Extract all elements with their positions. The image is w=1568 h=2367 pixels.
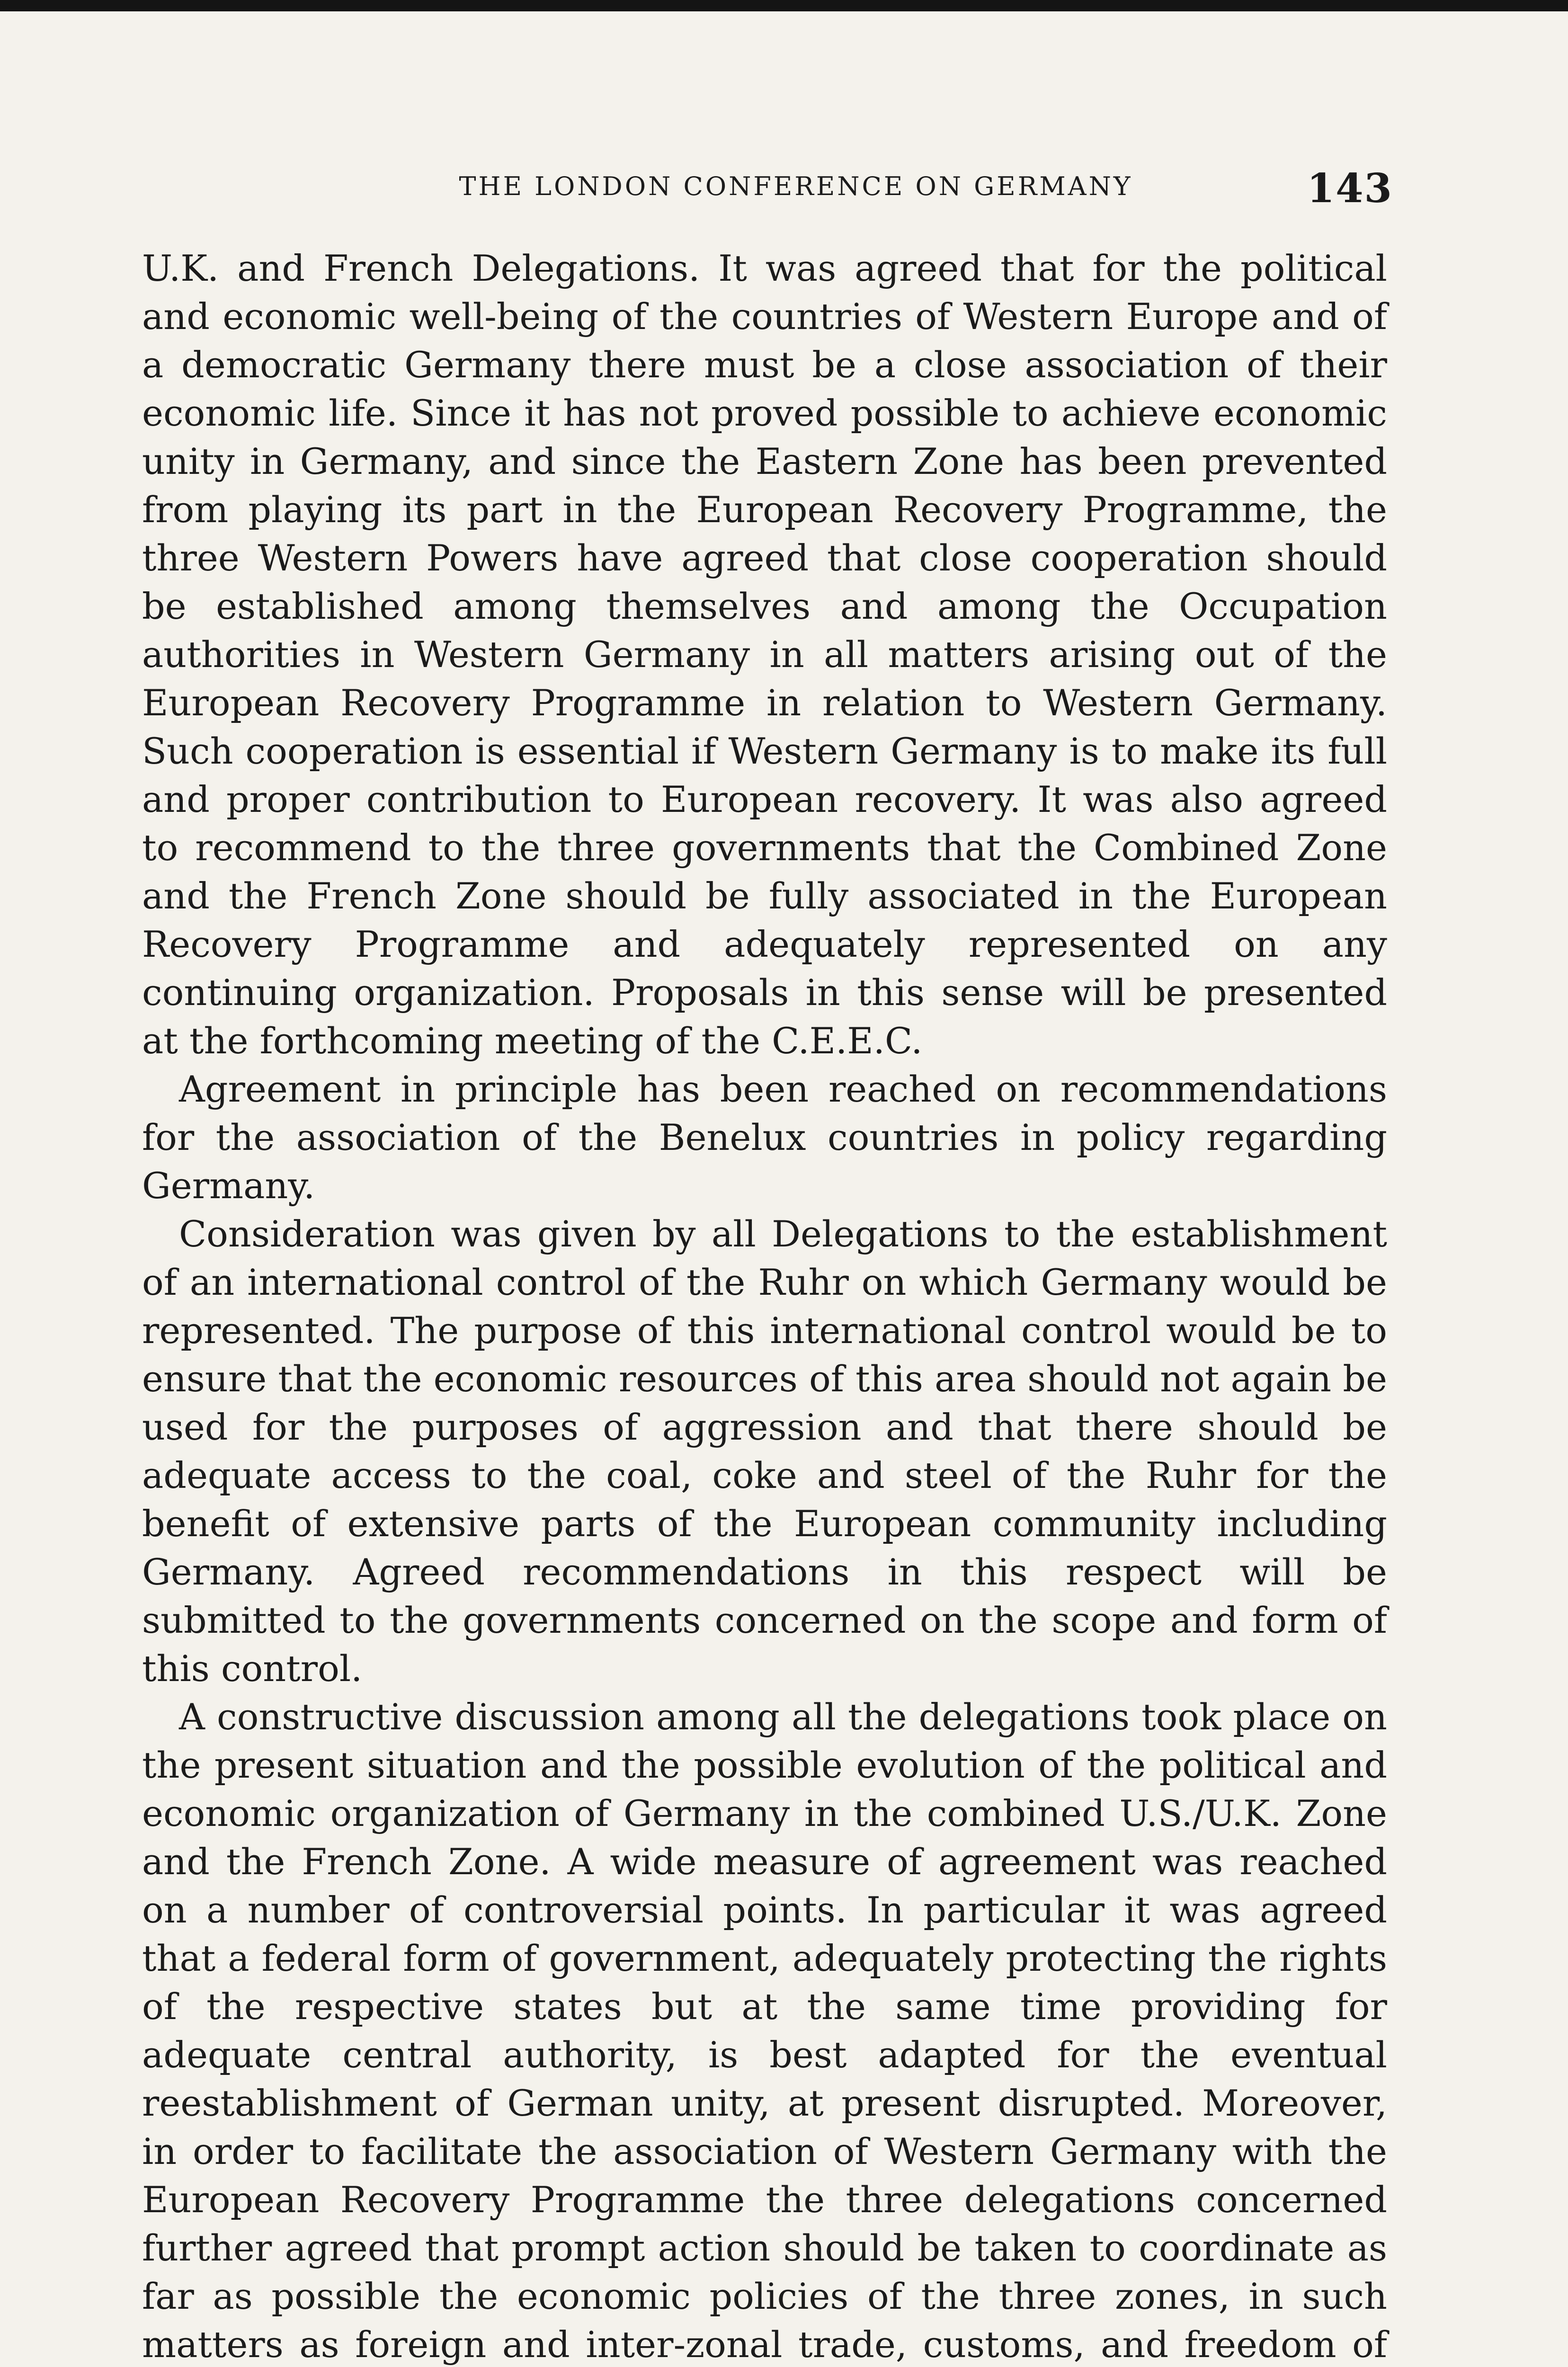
running-title: THE LONDON CONFERENCE ON GERMANY <box>459 171 1133 201</box>
paragraph-continued: U.K. and French Delegations. It was agreed that for the political and economic well-being of the countries of Western Europe and of a democratic Germany there must be a close association of their economic life. Since it has not proved possible to achieve economic unity in Germany, and since the Eastern Zone has been prevented from playing its part in the European Recovery Programme, the three Western Powers have agreed that close cooperation should be established among themselves and among the Occupation authorities in Western Germany in all matters arising out of the European Recovery Programme in relation to Western Germany. Such cooperation is essential if Western Germany is to make its full and proper contribution to European recovery. It was also agreed to recommend to the three governments that the Combined Zone and the French Zone should be fully associated in the European Recovery Programme and adequately represented on any continuing organization. Proposals in this sense will be presented at the forthcoming meeting of the C.E.E.C. <box>142 247 1387 1062</box>
paragraph-ruhr-control: Consideration was given by all Delegations to the establishment of an international control of the Ruhr on which Germany would be represented. The purpose of this international control would be to ensure that the economic resources of this area should not again be used for the purposes of aggression and that there should be adequate access to the coal, coke and steel of the Ruhr for the benefit of extensive parts of the European community including Germany. Agreed recommendations in this respect will be submitted to the governments concerned on the scope and form of this control. <box>142 1213 1387 1690</box>
running-head <box>142 165 1393 212</box>
body-text <box>142 244 1387 2367</box>
paragraph-political-organization: A constructive discussion among all the delegations took place on the present situation and the possible evolution of the political and economic organization of Germany in the combined U.S./U.K. Zone and the French Zone. A wide measure of agreement was reached on a number of controversial points. In particular it was agreed that a federal form of government, adequately protecting the rights of the respective states but at the same time providing for adequate central authority, is best adapted for the eventual reestablishment of German unity, at present disrupted. Moreover, in order to facilitate the association of Western Germany with the European Recovery Programme the three delegations concerned further agreed that prompt action should be taken to coordinate as far as possible the economic policies of the three zones, in such matters as foreign and inter-zonal trade, customs, and freedom of <box>142 1696 1387 2366</box>
page-number: 143 <box>1307 165 1393 212</box>
paragraph-benelux: Agreement in principle has been reached on recommendations for the association of the Benelux countries in policy regarding Germany. <box>142 1068 1387 1207</box>
